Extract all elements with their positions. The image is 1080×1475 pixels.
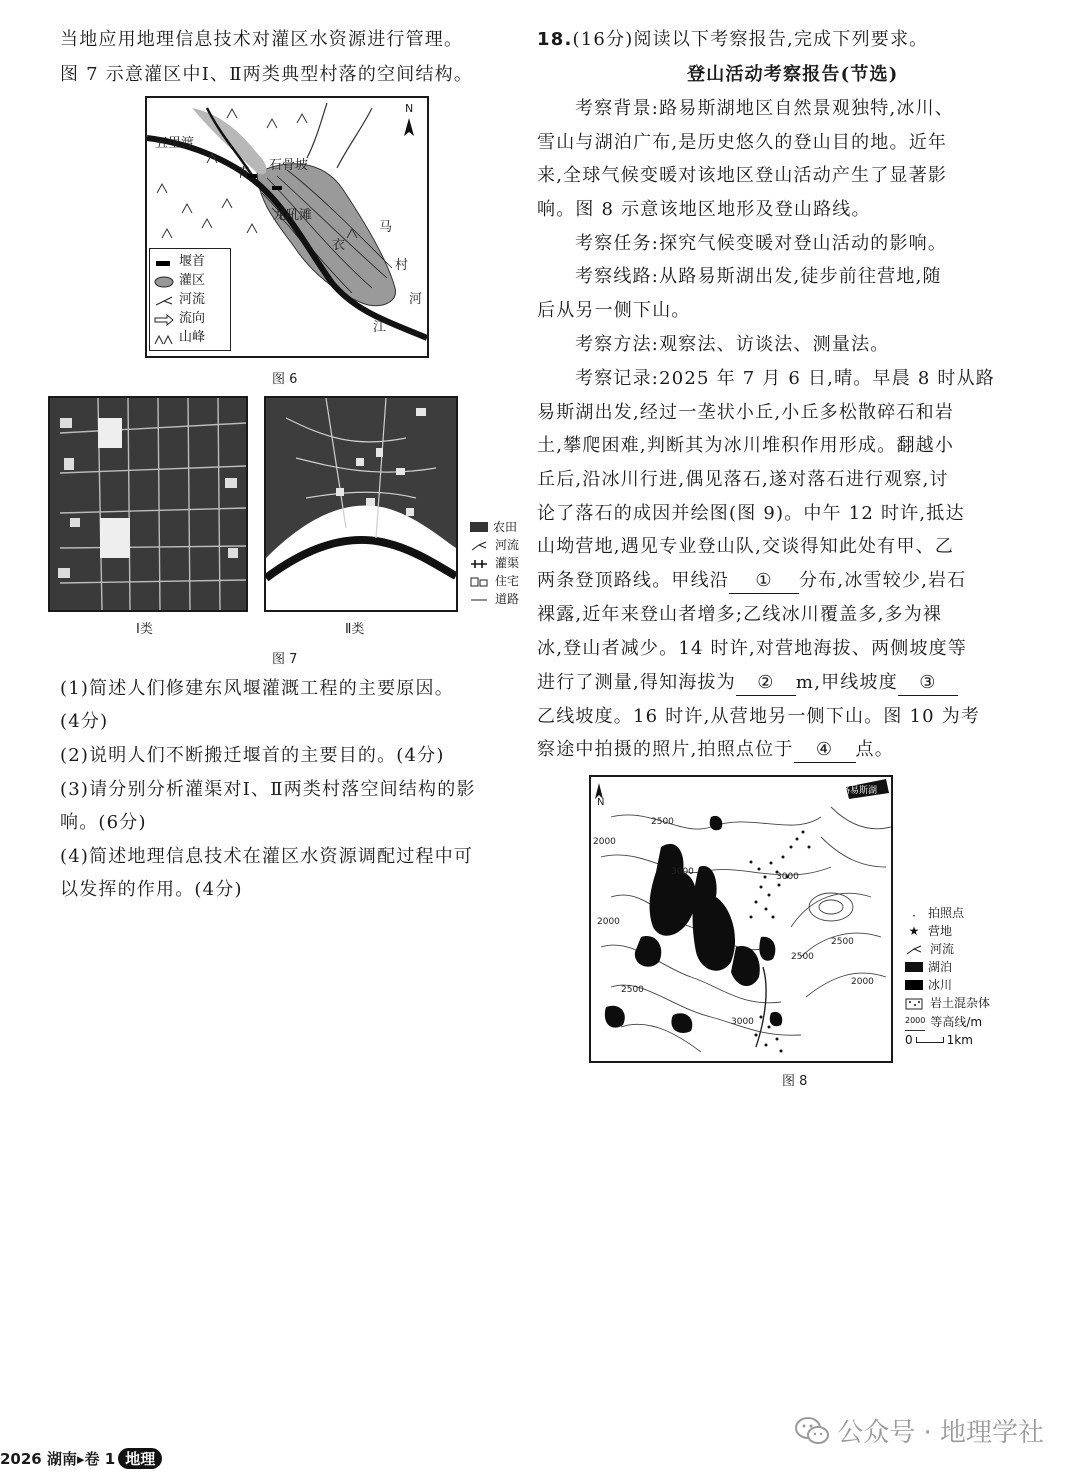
para-line-10: 易斯湖出发,经过一垄状小丘,小丘多松散碎石和岩 — [537, 402, 955, 423]
para-line-3: 来,全球气候变暖对该地区登山活动产生了显著影 — [537, 165, 948, 186]
legend-rock-soil: 岩土混杂体 — [905, 994, 990, 1012]
farmland-icon — [470, 522, 488, 532]
report-title: 登山活动考察报告(节选) — [687, 64, 899, 85]
line18-text-a: 进行了测量,得知海拔为 — [537, 672, 736, 693]
legend-camp: ★ 营地 — [905, 922, 990, 940]
question-1-score: (4分) — [60, 711, 109, 732]
fig6-place-qing: 青 — [237, 166, 251, 181]
scale-bar — [905, 1031, 990, 1049]
watermark — [795, 1412, 1044, 1449]
para-line-13: 论了落石的成因并绘图(图 9)。中午 12 时许,抵达 — [537, 503, 965, 524]
glacier-icon — [905, 980, 923, 990]
answer-blank-3[interactable]: ③ — [898, 671, 958, 696]
legend-weir: 堰首 — [154, 252, 226, 271]
fig7-class2-label: Ⅱ类 — [345, 622, 365, 637]
page-footer — [0, 1448, 162, 1469]
figure-7-caption: 图 7 — [272, 652, 298, 667]
star-icon: ★ — [908, 924, 920, 938]
fig8-legend — [905, 904, 990, 1049]
legend-flow: 流向 — [154, 309, 226, 328]
fig6-place-he: 河 — [409, 292, 423, 307]
legend-peak: 山峰 — [154, 328, 226, 347]
question-3-cont: 响。(6分) — [60, 812, 147, 833]
intro-line-1: 当地应用地理信息技术对灌区水资源进行管理。 — [60, 29, 464, 50]
fig8-north-label: N — [597, 797, 605, 808]
figure-7-class1-map — [48, 396, 248, 612]
contour-label-10: 2500 — [651, 817, 674, 827]
legend-lake: 湖泊 — [905, 958, 990, 976]
contour-label-1: 2000 — [593, 837, 616, 847]
question-4: (4)简述地理信息技术在灌区水资源调配过程中可 — [60, 846, 474, 867]
para-line-12: 丘后,沿冰川行进,偶见落石,遂对落石进行观察,讨 — [537, 469, 949, 490]
contour-label-6: 2500 — [791, 952, 814, 962]
fig8-lake-label: 路易斯湖 — [841, 786, 878, 796]
fig6-place-jiang: 江 — [373, 320, 387, 335]
irrigation-area-icon — [154, 275, 174, 287]
question-3: (3)请分别分析灌渠对Ⅰ、Ⅱ两类村落空间结构的影 — [60, 779, 476, 800]
scale-zero: 0 — [905, 1033, 913, 1047]
footer-paper: 卷 1 — [84, 1450, 116, 1468]
fig6-place-yi: 衣 — [332, 238, 346, 253]
line18-text-b: m,甲线坡度 — [795, 672, 898, 693]
question-18-intro: (16分)阅读以下考察报告,完成下列要求。 — [572, 29, 929, 50]
flow-arrow-icon — [154, 313, 174, 325]
para-line-19: 乙线坡度。16 时许,从营地另一侧下山。图 10 为考 — [537, 706, 981, 727]
peak-icon — [154, 332, 174, 344]
intro-line-2: 图 7 示意灌区中Ⅰ、Ⅱ两类典型村落的空间结构。 — [60, 64, 474, 85]
para-line-15 — [537, 569, 966, 594]
para-line-7: 后从另一侧下山。 — [537, 300, 691, 321]
line15-text-b: 分布,冰雪较少,岩石 — [799, 570, 967, 591]
para-line-17: 冰,登山者减少。14 时许,对营地海拔、两侧坡度等 — [537, 638, 968, 659]
weir-icon — [154, 256, 174, 268]
legend-photo-point: · 拍照点 — [905, 904, 990, 922]
class2-drawing — [266, 398, 456, 610]
para-line-14: 山坳营地,遇见专业登山队,交谈得知此处有甲、乙 — [537, 536, 955, 557]
answer-blank-4[interactable]: ④ — [794, 738, 856, 763]
para-line-6: 考察线路:从路易斯湖出发,徒步前往营地,随 — [575, 266, 942, 287]
contour-label-4: 2500 — [831, 937, 854, 947]
contour-label-2: 2500 — [621, 985, 644, 995]
legend-river: 河流 — [154, 290, 226, 309]
figure-6-map — [145, 96, 429, 358]
question-4-cont: 以发挥的作用。(4分) — [60, 879, 243, 900]
legend-road: 道路 — [470, 590, 519, 608]
river-icon — [905, 943, 925, 955]
para-line-5: 考察任务:探究气候变暖对登山活动的影响。 — [575, 233, 948, 254]
line20-text-b: 点。 — [855, 739, 894, 760]
figure-8-map — [589, 775, 893, 1063]
footer-year-region: 2026 湖南 — [0, 1450, 77, 1468]
question-number: 18. — [537, 29, 573, 50]
contour-label-8: 3000 — [776, 872, 799, 882]
canal-icon — [470, 557, 490, 569]
contour-label-3: 3000 — [731, 1017, 754, 1027]
fig7-class1-label: Ⅰ类 — [136, 622, 153, 637]
fig6-place-longhoutan: 龙吼滩 — [273, 208, 313, 223]
answer-blank-2[interactable]: ② — [736, 671, 796, 696]
legend-canal: 灌渠 — [470, 554, 519, 572]
watermark-text: 公众号 · 地理学社 — [837, 1418, 1044, 1448]
road-icon — [470, 593, 490, 605]
para-line-8: 考察方法:观察法、访谈法、测量法。 — [575, 334, 890, 355]
figure-8-caption: 图 8 — [782, 1074, 808, 1089]
contour-sample-label: 2000 — [905, 1012, 925, 1031]
para-line-16: 裸露,近年来登山者增多;乙线冰川覆盖多,多为裸 — [537, 604, 943, 625]
para-line-9: 考察记录:2025 年 7 月 6 日,晴。早晨 8 时从路 — [575, 368, 996, 389]
question-18-head — [537, 28, 928, 52]
fig6-place-ma: 马 — [379, 220, 393, 235]
fig6-legend — [149, 248, 231, 351]
legend-river-8: 河流 — [905, 940, 990, 958]
legend-glacier: 冰川 — [905, 976, 990, 994]
para-line-11: 土,攀爬困难,判断其为冰川堆积作用形成。翻越小 — [537, 435, 955, 456]
figure-7-class2-map — [264, 396, 458, 612]
footer-arrow: ▸ — [76, 1450, 85, 1468]
para-line-4: 响。图 8 示意该地区地形及登山路线。 — [537, 199, 871, 220]
answer-blank-1[interactable]: ① — [729, 569, 799, 594]
legend-irrigation: 灌区 — [154, 271, 226, 290]
class1-grid-drawing — [50, 398, 246, 610]
legend-river-7: 河流 — [470, 536, 519, 554]
fig6-north-label: N — [405, 102, 414, 115]
question-1: (1)简述人们修建东风堰灌溉工程的主要原因。 — [60, 678, 454, 699]
fig6-place-cun: 村 — [395, 258, 409, 273]
scale-line — [916, 1037, 944, 1043]
river-icon — [470, 539, 490, 551]
house-icon — [470, 575, 490, 587]
photo-point-icon: · — [912, 909, 916, 923]
para-line-20 — [537, 738, 894, 763]
river-icon — [154, 294, 174, 306]
contour-label-7: 3000 — [671, 867, 694, 877]
legend-contour: 2000 等高线/m — [905, 1012, 990, 1031]
fig7-legend — [470, 518, 519, 608]
legend-residence: 住宅 — [470, 572, 519, 590]
line15-text-a: 两条登顶路线。甲线沿 — [537, 570, 729, 591]
fig6-place-shigupo: 石骨坡 — [269, 158, 309, 173]
rock-soil-icon — [905, 997, 925, 1009]
para-line-18 — [537, 671, 958, 696]
para-line-2: 雪山与湖泊广布,是历史悠久的登山目的地。近年 — [537, 132, 948, 153]
question-2: (2)说明人们不断搬迁堰首的主要目的。(4分) — [60, 745, 445, 766]
footer-subject-badge: 地理 — [118, 1448, 162, 1469]
para-line-1: 考察背景:路易斯湖地区自然景观独特,冰川、 — [575, 98, 954, 119]
contour-label-5: 2000 — [851, 977, 874, 987]
wechat-icon — [795, 1417, 829, 1445]
figure-6-caption: 图 6 — [272, 372, 298, 387]
lake-icon — [905, 962, 923, 972]
legend-farmland: 农田 — [470, 518, 519, 536]
contour-label-9: 2000 — [597, 917, 620, 927]
fig6-place-wulidu: 五里渡 — [155, 136, 195, 151]
line20-text-a: 察途中拍摄的照片,拍照点位于 — [537, 739, 794, 760]
scale-label: 1km — [946, 1033, 973, 1047]
